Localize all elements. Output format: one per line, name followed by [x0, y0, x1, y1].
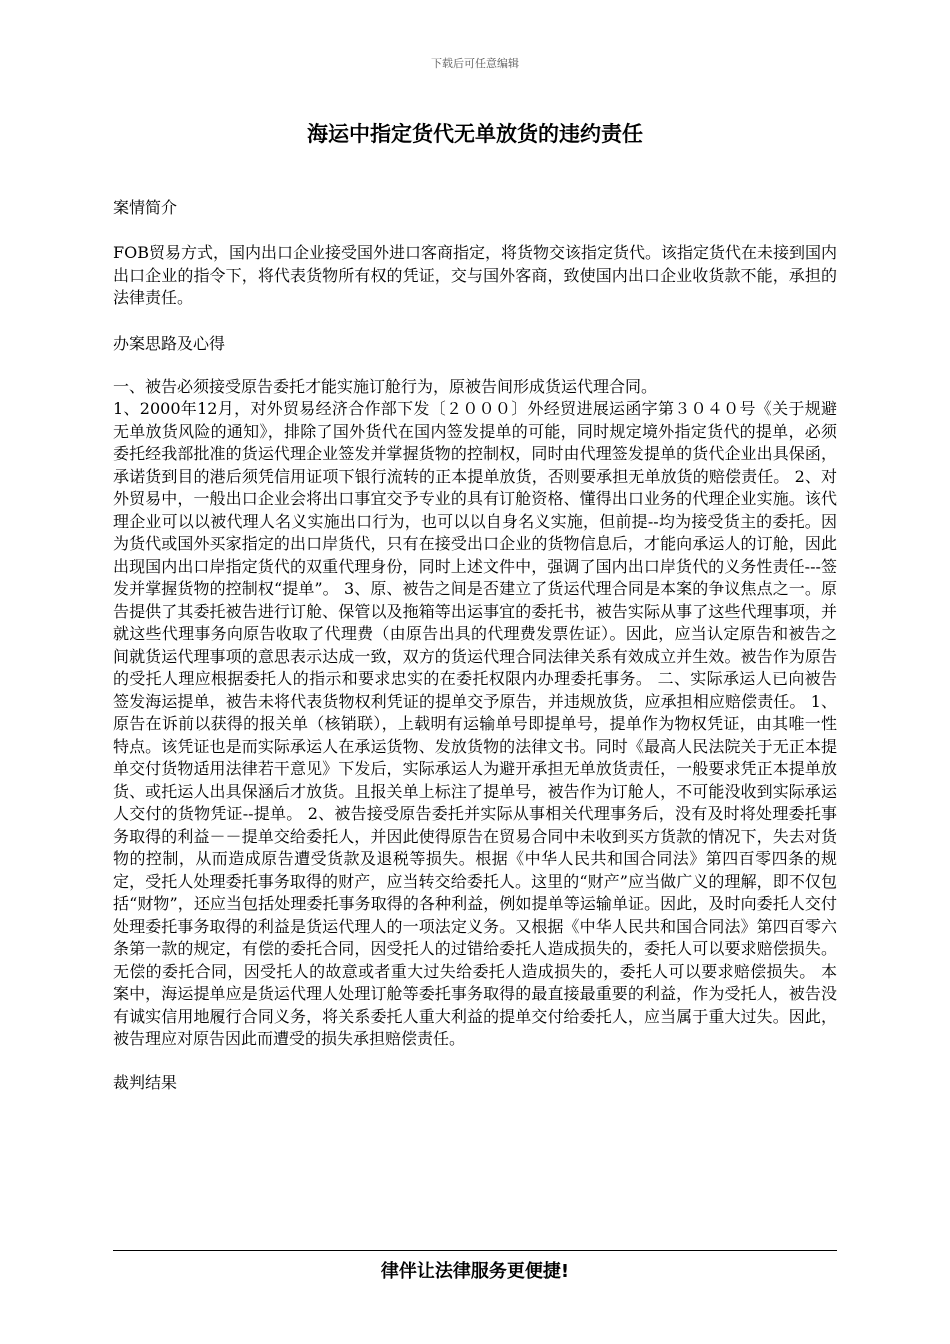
section-body-handling-approach: 1、2000年12月，对外贸易经济合作部下发〔２０００〕外经贸进展运函字第３０４０号《关于规避无单放货风险的通知》，排除了国外货代在国内签发提单的可能，同时规定境外指定货代的提单，必须委托经我部批准的货运代理企业签发并掌握货物的控制权，同时由代理签发提单的货代企业出具保函，承诺货到目的港后须凭信用证项下银行流转的正本提单放货，否则要承担无单放货的赔偿责任。 2、对外贸易中，一般出口企业会将出口事宜交予专业的具有订舱资格、懂得出口业务的代理企业实施。该代理企业可以以被代理人名义实施出口行为，也可以以自身名义实施，但前提--均为接受货主的委托。因为货代或国外买家指定的出口岸货代，只有在接受出口企业的货物信息后，才能向承运人的订舱，因此出现国内出口岸指定货代的双重代理身份，同时上述文件中，强调了国内出口岸货代的义务性责任---签发并掌握货物的控制权“提单”。 3、原、被告之间是否建立了货运代理合同是本案的争议焦点之一。原告提供了其委托被告进行订舱、保管以及拖箱等出运事宜的委托书，被告实际从事了这些代理事项，并就这些代理事务向原告收取了代理费（由原告出具的代理费发票佐证）。因此，应当认定原告和被告之间就货运代理事项的意思表示达成一致，双方的货运代理合同法律关系有效成立并生效。被告作为原告的受托人理应根据委托人的指示和要求忠实的在委托权限内办理委托事务。 二、实际承运人已向被告签发海运提单，被告未将代表货物权利凭证的提单交予原告，并违规放货，应承担相应赔偿责任。 1、原告在诉前以获得的报关单（核销联），上载明有运输单号即提单号，提单作为物权凭证，由其唯一性特点。该凭证也是而实际承运人在承运货物、发放货物的法律文书。同时《最高人民法院关于无正本提单交付货物适用法律若干意见》下发后，实际承运人为避开承担无单放货责任，一般要求凭正本提单放货、或托运人出具保涵后才放货。且报关单上标注了提单号，被告作为订舱人，不可能没收到实际承运人交付的货物凭证--提单。 2、被告接受原告委托并实际从事相关代理事务后，没有及时将处理委托事务取得的利益－－提单交给委托人，并因此使得原告在贸易合同中未收到买方货款的情况下，失去对货物的控制，从而造成原告遭受货款及退税等损失。根据《中华人民共和国合同法》第四百零四条的规定，受托人处理委托事务取得的财产，应当转交给委托人。这里的“财产”应当做广义的理解，即不仅包括“财物”，还应当包括处理委托事务取得的各种利益，例如提单等运输单证。因此，及时向委托人交付处理委托事务取得的利益是货运代理人的一项法定义务。又根据《中华人民共和国合同法》第四百零六条第一款的规定，有偿的委托合同，因受托人的过错给委托人造成损失的，委托人可以要求赔偿损失。无偿的委托合同，因受托人的故意或者重大过失给委托人造成损失的，委托人可以要求赔偿损失。 本案中，海运提单应是货运代理人处理订舱等委托事务取得的最直接最重要的利益，作为受托人，被告没有诚实信用地履行合同义务，将关系委托人重大利益的提单交付给委托人，应当属于重大过失。因此，被告理应对原告因此而遭受的损失承担赔偿责任。	[113, 399, 837, 1048]
footer-divider	[113, 1250, 837, 1251]
header-note: 下载后可任意编辑	[431, 57, 519, 70]
document-body	[113, 196, 837, 1095]
section-body-case-summary: FOB贸易方式，国内出口企业接受国外进口客商指定，将货物交该指定货代。该指定货代在未接到国内出口企业的指令下，将代表货物所有权的凭证，交与国外客商，致使国内出口企业收货款不能，承担的法律责任。	[113, 243, 837, 307]
footer-slogan: 律伴让法律服务更便捷!	[380, 1261, 570, 1282]
document-title: 海运中指定货代无单放货的违约责任	[307, 122, 643, 146]
section-heading-handling-approach: 办案思路及心得	[113, 333, 226, 353]
section-heading-judgment-result: 裁判结果	[113, 1072, 178, 1092]
section-lead-handling-approach: 一、被告必须接受原告委托才能实施订舱行为，原被告间形成货运代理合同。	[113, 376, 658, 396]
section-heading-case-summary: 案情简介	[113, 198, 178, 217]
